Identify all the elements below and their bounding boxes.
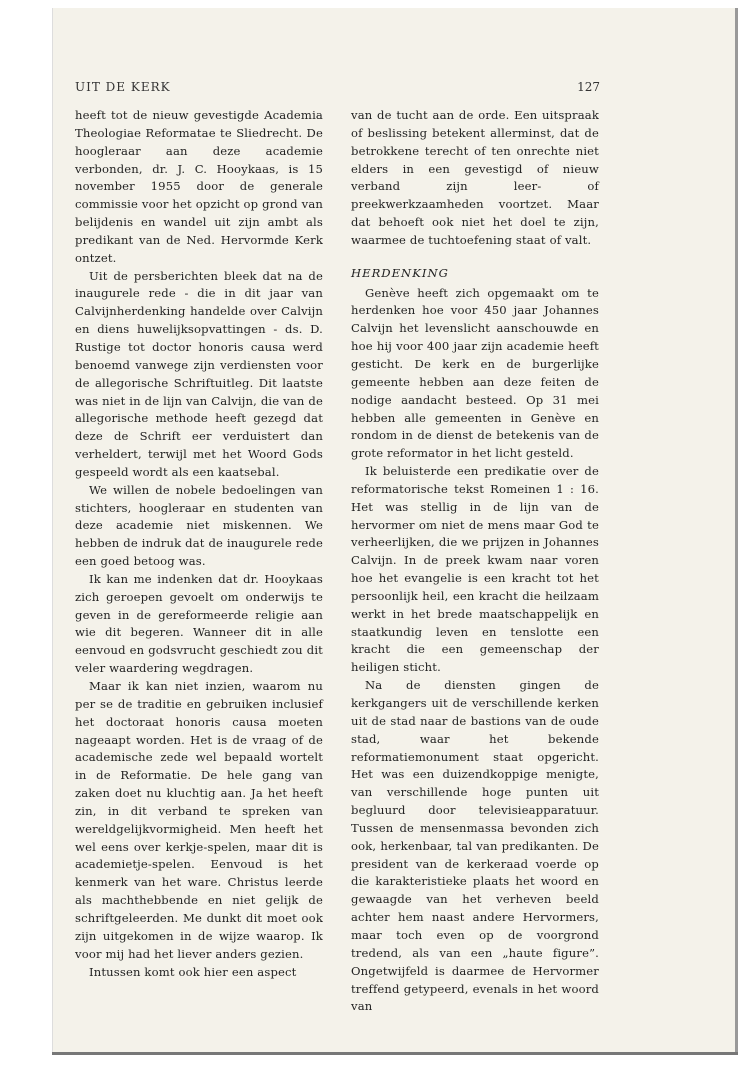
paragraph: Maar ik kan niet inzien, waarom nu per se de traditie en gebruiken inclusief het doctoraat honoris causa moeten nageaapt worden. Het is de vraag of de academische zede wel bepaald wortelt in de Reformatie. De hele gang van zaken doet nu kluchtig aan. Ja het heeft zin, in dit verband te spreken van wereldgelijkvormigheid. Men heeft het wel eens over kerkje-spelen, maar dit is academietje-spelen. Eenvoud is het kenmerk van het ware. Christus leerde als machthebbende en niet gelijk de schriftgeleerden. Me dunkt dit moet ook zijn uitgekomen in de wijze waarop. Ik voor mij had het liever anders gezien. [75,679,323,961]
paragraph: van de tucht aan de orde. Een uitspraak of beslissing betekent allerminst, dat de betrokkene terecht of ten onrechte niet elders in een gevestigd of nieuw verband zijn leer- of preekwerkzaamheden voortzet. Maar dat behoeft ook niet het doel te zijn, waarmee de tuchtoefening staat of valt. [351,108,599,247]
paragraph: Na de diensten gingen de kerkgangers uit de verschillende kerken uit de stad naar de bastions van de oude stad, waar het bekende reformatiemonument staat opgericht. Het was een duizendkoppige menigte, van verschillende hoge punten uit begluurd door televisieapparatuur. Tussen de mensenmassa bevonden zich ook, herkenbaar, tal van predikanten. De president van de kerkeraad voerde op die karakteristieke plaats het woord en gewaagde van het verheven beeld achter hem naast andere Hervormers, maar toch even op de voorgrond tredend, als van een „haute figure”. Ongetwijfeld is daarmee de Hervormer treffend getypeerd, evenals in het woord van [351,678,599,1014]
paragraph: heeft tot de nieuw gevestigde Academia Theologiae Reformatae te Sliedrecht. De hoogleraar aan deze academie verbonden, dr. J. C. Hooykaas, is 15 november 1955 door de generale commissie voor het opzicht op grond van belijdenis en wandel uit zijn ambt als predikant van de Ned. Hervormde Kerk ontzet. [75,108,323,265]
left-column [75,107,323,981]
right-column [351,107,599,1016]
paragraph: Genève heeft zich opgemaakt om te herdenken hoe voor 450 jaar Johannes Calvijn het levenslicht aanschouwde en hoe hij voor 400 jaar zijn academie heeft gesticht. De kerk en de burgerlijke gemeente hebben aan deze feiten de nodige aandacht besteed. Op 31 mei hebben alle gemeenten in Genève en rondom in de dienst de betekenis van de grote reformator in het licht gesteld. [351,285,599,461]
paragraph: We willen de nobele bedoelingen van stichters, hoogleraar en studenten van deze academie niet miskennen. We hebben de indruk dat de inaugurele rede een goed betoog was. [75,482,323,569]
running-title: UIT DE KERK [75,80,171,94]
section-heading: HERDENKING [351,265,449,280]
paragraph: Ik kan me indenken dat dr. Hooykaas zich geroepen gevoelt om onderwijs te geven in de gereformeerde religie aan wie dit begeren. Wanneer dit in alle eenvoud en godsvrucht geschiedt zou dit veler waardering wegdragen. [75,571,323,676]
paragraph: Ik beluisterde een predikatie over de reformatorische tekst Romeinen 1 : 16. Het was stellig in de lijn van de hervormer om niet de mens maar God te verheerlijken, die we prijzen in Johannes Calvijn. In de preek kwam naar voren hoe het evangelie is een kracht tot het persoonlijk heil, een kracht die heilzaam werkt in het brede maatschappelijk en staatkundig leven en tenslotte een kracht die een gemeenschap der heiligen sticht. [351,464,599,675]
paragraph: Intussen komt ook hier een aspect [89,964,297,979]
paragraph: Uit de persberichten bleek dat na de inaugurele rede - die in dit jaar van Calvijnherdenking handelde over Calvijn en diens huwelijksopvattingen - ds. D. Rustige tot doctor honoris causa werd benoemd vanwege zijn verdiensten voor de allegorische Schriftuitleg. Dit laatste was niet in de lijn van Calvijn, die van de allegorische methode heeft gezegd dat deze de Schrift eer verduistert dan verheldert, terwijl met het Woord Gods gespeeld wordt als een kaatsebal. [75,268,323,479]
page-edge-bottom [52,1052,738,1055]
page-number: 127 [577,80,600,94]
